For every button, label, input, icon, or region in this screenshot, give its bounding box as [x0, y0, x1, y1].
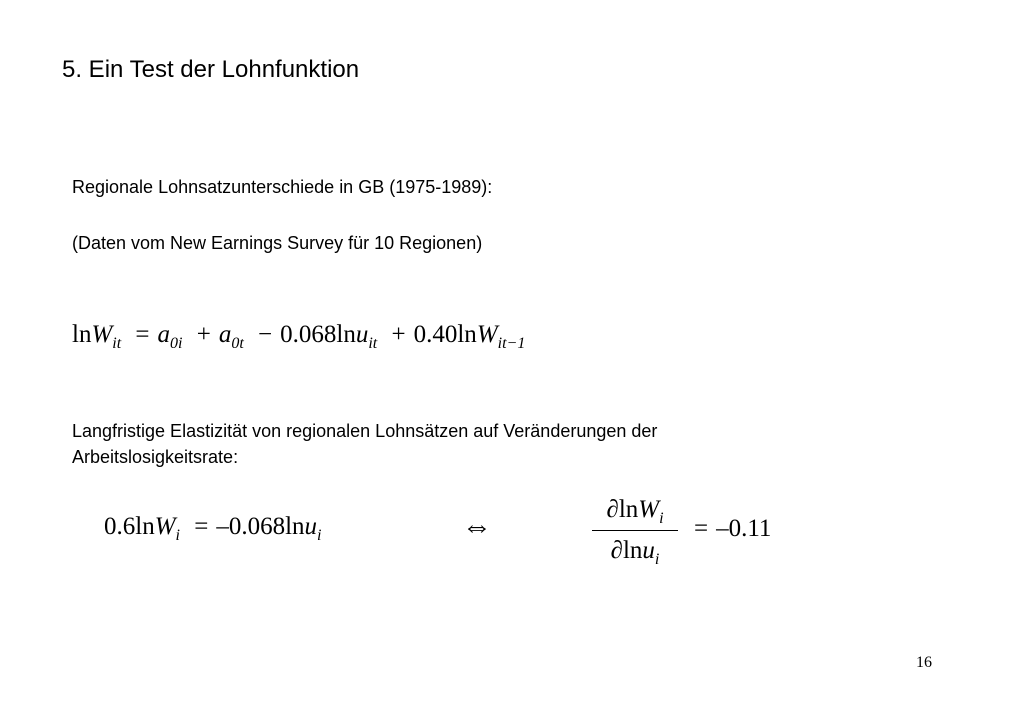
elasticity-value	[686, 516, 771, 541]
ln-operator: ln	[336, 321, 356, 348]
elasticity-text-line2: Arbeitslosigkeitsrate:	[72, 447, 239, 467]
ln-operator: ln	[135, 513, 155, 540]
coefficient-rhs: –0.068	[216, 513, 286, 540]
wage-equation	[72, 321, 526, 352]
elasticity-number: –0.11	[716, 515, 772, 542]
var-W: W	[476, 321, 498, 348]
var-W: W	[91, 321, 113, 348]
subtitle-regional-wages: Regionale Lohnsatzunterschiede in GB (1975-1989):	[72, 177, 493, 197]
coefficient-lhs: 0.6	[104, 513, 136, 540]
subscript-i: i	[317, 527, 322, 544]
var-W: W	[154, 513, 176, 540]
minus-sign: −	[258, 321, 273, 348]
ln-operator: ln	[457, 321, 477, 348]
partial-symbol: ∂	[606, 496, 619, 523]
plus-sign: +	[196, 321, 211, 348]
data-source-note: (Daten vom New Earnings Survey für 10 Regionen)	[72, 233, 483, 253]
var-u: u	[642, 537, 655, 564]
subscript-i: i	[175, 527, 180, 544]
var-a: a	[218, 321, 232, 348]
ln-operator: ln	[622, 537, 643, 564]
subscript-it: it	[368, 335, 378, 352]
coefficient-lagged-wage: 0.40	[413, 321, 458, 348]
ln-operator: ln	[285, 513, 305, 540]
subscript-0i: 0i	[170, 335, 183, 352]
partial-symbol: ∂	[610, 537, 623, 564]
var-u: u	[304, 513, 318, 540]
elasticity-fraction	[592, 496, 678, 568]
fraction-denominator	[592, 531, 678, 568]
page-number: 16	[916, 654, 932, 671]
var-u: u	[355, 321, 369, 348]
equivalence-arrow-icon: ⇔	[462, 510, 492, 543]
subscript-it: it	[112, 335, 122, 352]
fraction-numerator	[592, 496, 678, 530]
equals-sign: =	[694, 515, 709, 542]
subscript-i: i	[654, 551, 660, 568]
equals-sign: =	[194, 513, 209, 540]
long-run-equation	[104, 513, 322, 544]
ln-operator: ln	[618, 496, 639, 523]
coefficient-unemployment: 0.068	[280, 321, 337, 348]
plus-sign: +	[391, 321, 406, 348]
subscript-it-minus-1: it−1	[497, 335, 526, 352]
equals-sign: =	[135, 321, 150, 348]
subscript-0t: 0t	[231, 335, 244, 352]
elasticity-text-line1: Langfristige Elastizität von regionalen Lohnsätzen auf Veränderungen der	[72, 421, 658, 441]
var-W: W	[638, 496, 660, 523]
subscript-i: i	[659, 510, 664, 527]
var-a: a	[157, 321, 171, 348]
ln-operator: ln	[72, 321, 92, 348]
slide-title: 5. Ein Test der Lohnfunktion	[62, 56, 360, 83]
